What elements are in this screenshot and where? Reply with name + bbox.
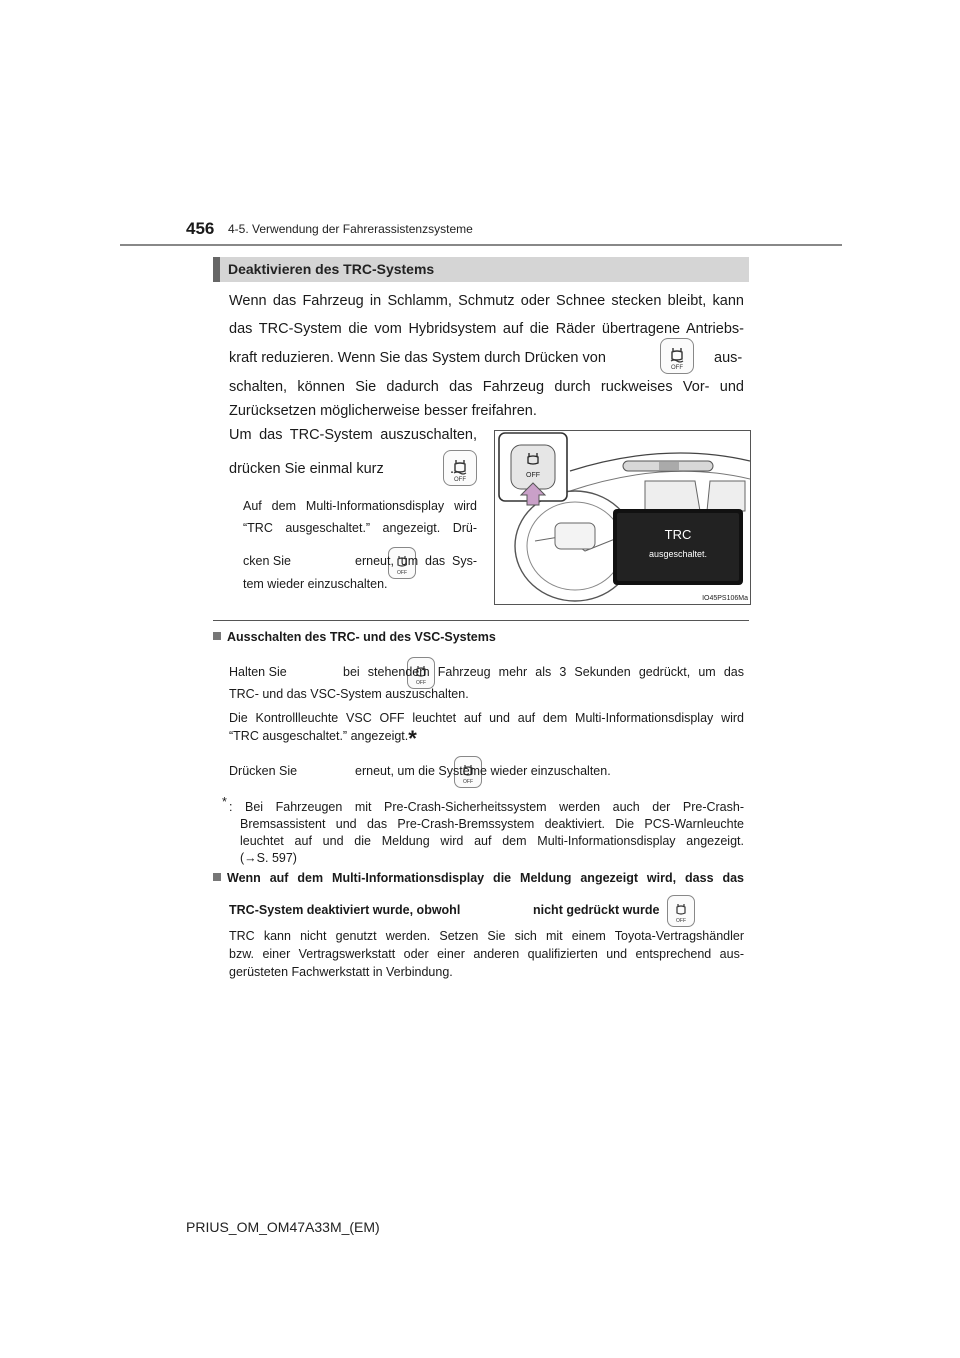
svg-text:OFF: OFF <box>671 365 683 371</box>
document-code: PRIUS_OM_OM47A33M_(EM) <box>186 1219 380 1235</box>
vsc-p1-start: Halten Sie <box>229 665 287 679</box>
section-separator <box>213 620 749 621</box>
display-text-status: ausgeschaltet. <box>648 549 708 559</box>
intro-line-5: Zurücksetzen möglicherweise besser freifahren. <box>229 403 537 419</box>
page-number: 456 <box>186 219 215 238</box>
trc-off-button-icon <box>443 450 477 486</box>
vsc-p2-text: “TRC ausgeschaltet.” angezeigt. <box>229 729 409 743</box>
vsc-p1-end: bei stehendem Fahrzeug mehr als 3 Sekunden gedrückt, um das <box>343 665 744 679</box>
figure-code: IO45PS106Ma <box>702 595 748 602</box>
intro-line-1: Wenn das Fahrzeug in Schlamm, Schmutz oder Schnee stecken bleibt, kann <box>229 293 744 309</box>
vsc-p2-line-1: Die Kontrollleuchte VSC OFF leuchtet auf und auf dem Multi-Informationsdisplay wird <box>229 711 744 725</box>
intro-line-4: schalten, können Sie dadurch das Fahrzeug durch ruckweises Vor- und <box>229 379 744 395</box>
vsc-p2-line-2 <box>229 726 417 749</box>
footnote-line-3: leuchtet auf und die Meldung wird auf dem Multi-Informationsdisplay angezeigt. <box>240 834 744 848</box>
svg-text:OFF: OFF <box>454 477 467 483</box>
msg-body-line-1: TRC kann nicht genutzt werden. Setzen Sie sich mit einem Toyota-Vertragshändler <box>229 929 744 943</box>
step-line-1: Um das TRC-System auszuschalten, <box>229 427 477 443</box>
msg-heading-text: Wenn auf dem Multi-Informationsdisplay die Meldung angezeigt wird, dass das <box>227 871 744 885</box>
button-off-label: OFF <box>526 472 540 479</box>
section-title: Deaktivieren des TRC-Systems <box>228 261 435 277</box>
step-line-2: drücken Sie einmal kurz <box>229 461 384 477</box>
display-text-trc: TRC <box>664 527 692 542</box>
bullet-square-icon <box>213 632 221 640</box>
chapter-title: 4-5. Verwendung der Fahrerassistenzsysteme <box>228 222 473 236</box>
intro-line-2: das TRC-System die vom Hybridsystem auf die Räder übertragene Antriebs- <box>229 321 744 337</box>
svg-text:OFF: OFF <box>462 779 473 785</box>
vsc-p1-line-2: TRC- und das VSC-System auszuschalten. <box>229 687 469 701</box>
msg-body-line-2: bzw. einer Vertragswerkstatt oder einer anderen qualifizierten und entsprechend aus- <box>229 947 744 961</box>
intro-line-3: kraft reduzieren. Wenn Sie das System durch Drücken von <box>229 350 606 366</box>
section-title-bar <box>213 257 749 282</box>
note-line-3-end: erneut, um das Sys- <box>355 554 477 568</box>
asterisk-mark: * <box>408 726 417 751</box>
msg-heading-line-2-end: nicht gedrückt wurde <box>533 903 660 917</box>
note-line-2: “TRC ausgeschaltet.” angezeigt. Drü- <box>243 521 477 535</box>
trc-off-button-icon <box>660 338 694 374</box>
svg-text:OFF: OFF <box>676 918 687 924</box>
dashboard-drawing <box>495 431 750 604</box>
bullet-square-icon <box>213 873 221 881</box>
note-line-3: cken Sie <box>243 554 291 568</box>
vsc-heading-text: Ausschalten des TRC- und des VSC-Systems <box>227 630 496 644</box>
footnote-line-4: (→S. 597) <box>240 851 297 865</box>
header-rule <box>120 244 842 246</box>
msg-heading-line-2: TRC-System deaktiviert wurde, obwohl <box>229 903 461 917</box>
vsc-p3-end: erneut, um die Systeme wieder einzuschalten. <box>355 764 611 778</box>
msg-heading-line-1 <box>213 868 744 888</box>
vsc-p3-start: Drücken Sie <box>229 764 298 778</box>
dashboard-illustration <box>494 430 751 605</box>
section-marker <box>213 257 220 282</box>
footnote-line-2: Bremsassistent und das Pre-Crash-Bremssystem deaktiviert. Die PCS-Warnleuchte <box>240 817 744 831</box>
footnote-line-1: : Bei Fahrzeugen mit Pre-Crash-Sicherheitssystem werden auch der Pre-Crash- <box>229 800 744 814</box>
vsc-heading <box>213 627 496 647</box>
svg-text:OFF: OFF <box>416 680 427 686</box>
footnote-star: * <box>222 795 227 809</box>
trc-off-button-icon <box>667 895 695 927</box>
note-line-4: tem wieder einzuschalten. <box>243 577 388 591</box>
note-line-1: Auf dem Multi-Informationsdisplay wird <box>243 499 477 513</box>
svg-text:OFF: OFF <box>396 570 407 576</box>
step-line-2-end: . <box>450 461 455 477</box>
intro-line-3-end: aus- <box>714 350 743 366</box>
msg-body-line-3: gerüsteten Fachwerkstatt in Verbindung. <box>229 965 453 979</box>
